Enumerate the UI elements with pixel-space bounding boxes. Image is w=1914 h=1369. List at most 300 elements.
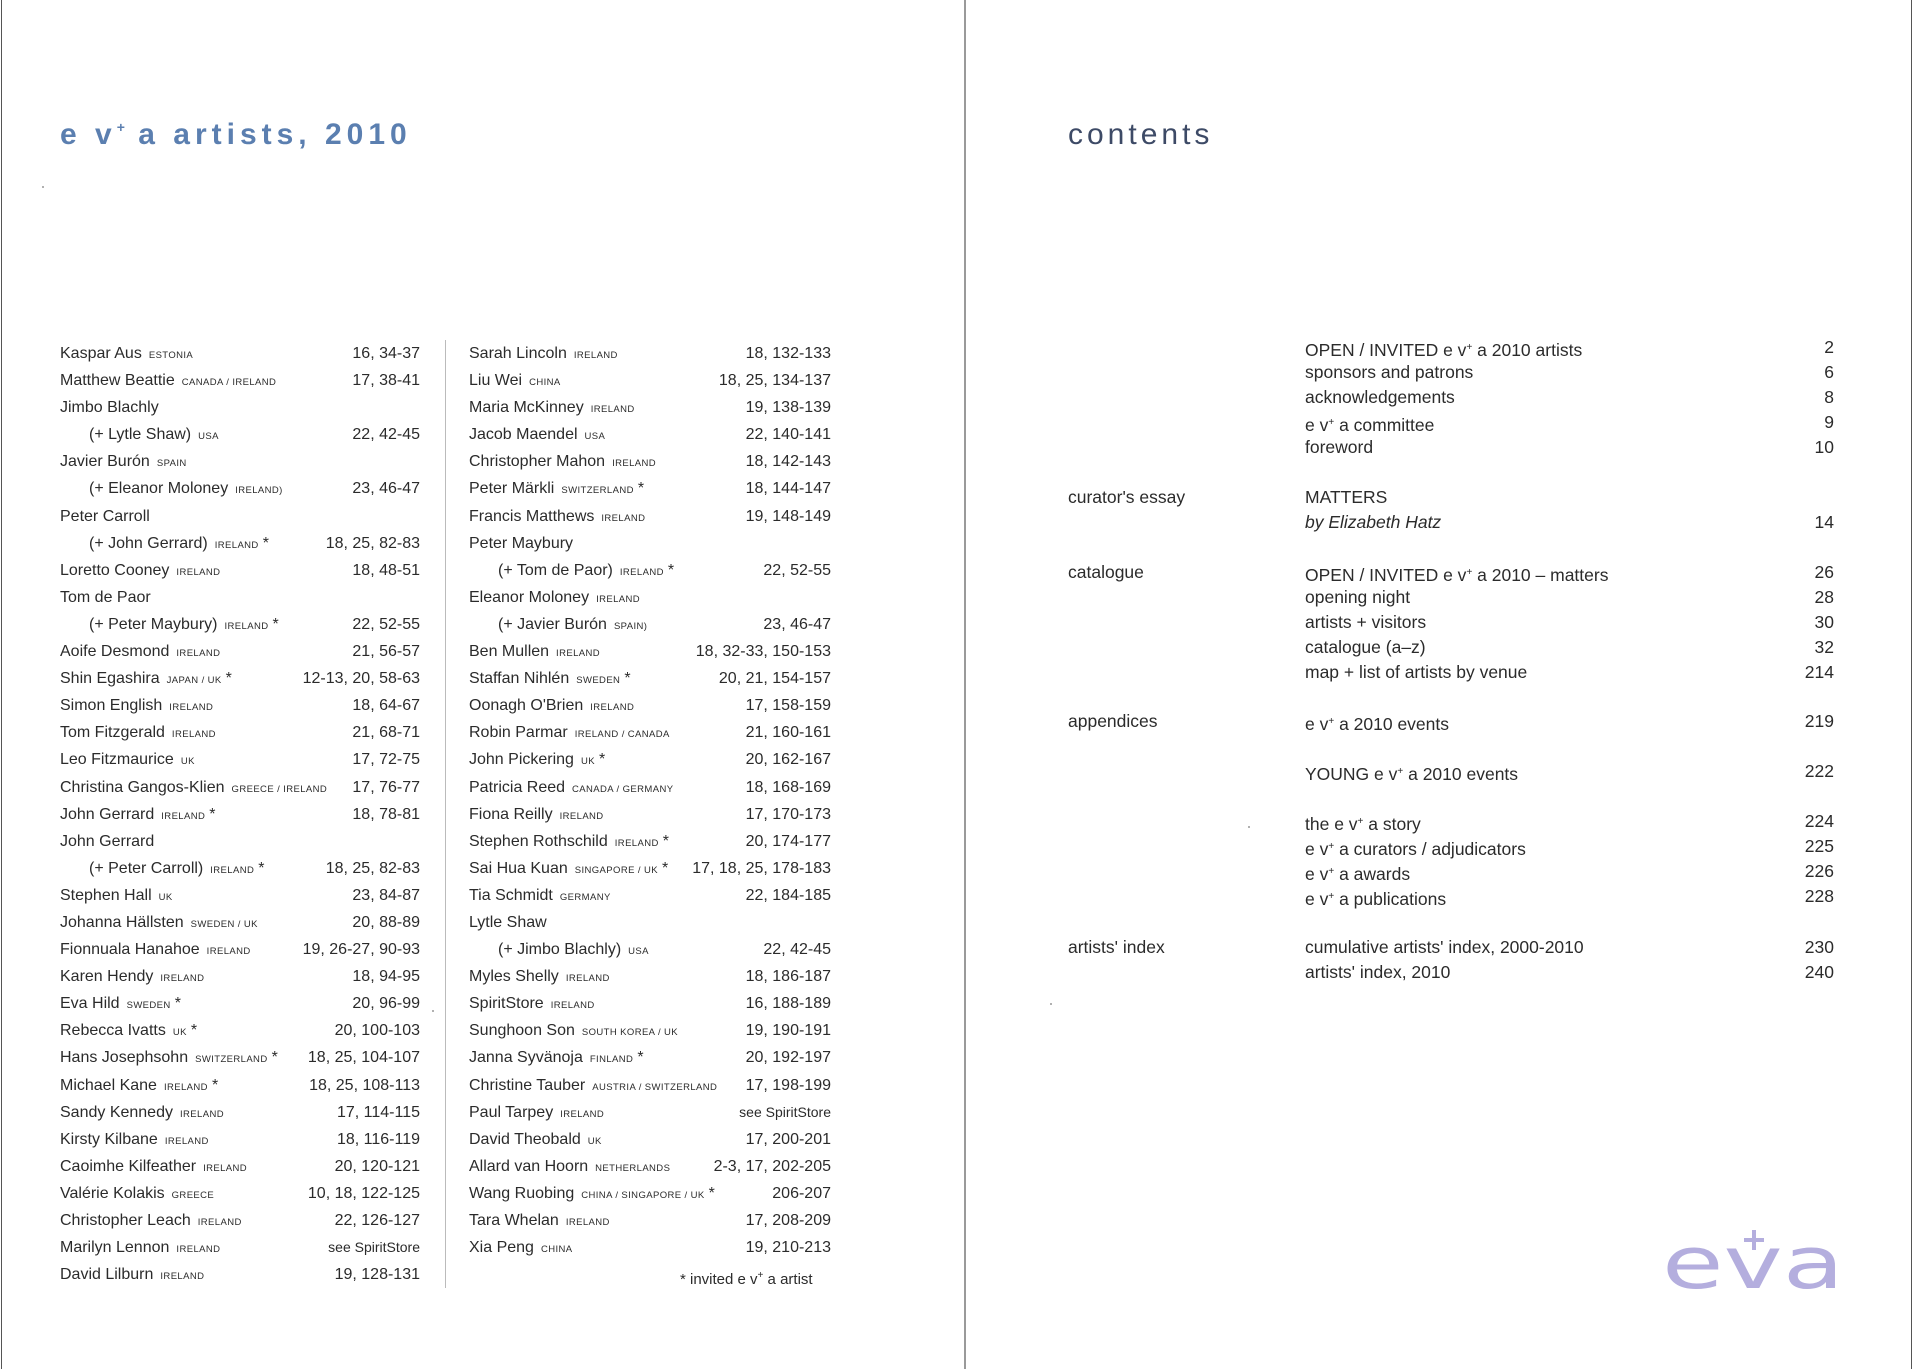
- artist-row: [469, 1072, 831, 1099]
- toc-title-text: catalogue (a–z): [1305, 637, 1426, 657]
- artist-country: AUSTRIA / SWITZERLAND: [592, 1081, 718, 1093]
- artist-row: [60, 801, 420, 828]
- artist-entry: [60, 638, 220, 667]
- toc-title-sup: +: [1466, 567, 1473, 578]
- artist-entry: [60, 1017, 197, 1046]
- toc-section-label: catalogue: [1068, 562, 1144, 582]
- toc-title-sup: +: [1328, 841, 1335, 852]
- artist-entry: [60, 1261, 204, 1290]
- artist-pages: 21, 68-71: [352, 724, 420, 742]
- artist-name: Ben Mullen: [469, 643, 550, 661]
- artist-row: [469, 963, 831, 990]
- artist-name: Marilyn Lennon: [60, 1239, 170, 1257]
- artist-pages: 22, 140-141: [745, 426, 831, 444]
- toc-title-text: e v: [1305, 839, 1329, 859]
- toc-title-text: OPEN / INVITED e v: [1305, 565, 1467, 585]
- artist-row: [469, 584, 831, 611]
- artist-entry: [469, 1180, 715, 1209]
- artist-country: IRELAND: [596, 593, 641, 605]
- artist-entry: [469, 367, 561, 396]
- artist-entry: [89, 530, 269, 559]
- artist-name: Javier Burón: [60, 453, 150, 471]
- toc-item-title: [1305, 485, 1387, 510]
- artist-pages: 22, 184-185: [745, 886, 831, 904]
- artist-entry: [469, 475, 644, 504]
- artist-name: Tara Whelan: [469, 1212, 559, 1229]
- artist-row: [60, 557, 420, 584]
- toc-title-sup: +: [1328, 417, 1335, 428]
- toc-item: [1305, 510, 1834, 535]
- artist-country: CANADA / GERMANY: [572, 783, 674, 795]
- artist-name: Tom de Paor: [60, 588, 151, 606]
- artist-pages: 22, 42-45: [763, 941, 831, 959]
- toc-title-text: e v: [1305, 714, 1329, 734]
- artist-pages: 19, 210-213: [745, 1239, 831, 1257]
- artist-name: Karen Hendy: [60, 968, 154, 986]
- artist-row: [469, 475, 831, 502]
- artist-row: [469, 855, 831, 882]
- artist-entry: [60, 448, 187, 477]
- artist-row: [469, 990, 831, 1017]
- artist-country: IRELAND: [565, 1217, 610, 1228]
- artist-name: Caoimhe Kilfeather: [60, 1157, 197, 1175]
- paper-speck: [42, 186, 44, 188]
- toc-item: [1305, 859, 1834, 884]
- toc-title-text: a publications: [1334, 889, 1447, 909]
- toc-item: [1305, 610, 1834, 635]
- invited-marker: *: [258, 859, 265, 877]
- toc-page-number: 14: [1814, 512, 1834, 532]
- artist-pages: 22, 126-127: [334, 1212, 420, 1229]
- invited-marker: *: [624, 670, 631, 688]
- toc-title-text: a curators / adjudicators: [1334, 839, 1526, 859]
- artist-entry: [469, 828, 669, 857]
- artist-name: Sai Hua Kuan: [469, 859, 568, 877]
- artist-entry: [469, 855, 668, 884]
- artist-country: CANADA / IRELAND: [181, 377, 277, 389]
- toc-item-title: [1305, 585, 1410, 610]
- artist-name: Christina Gangos-Klien: [60, 778, 225, 796]
- toc-item-title: [1305, 759, 1518, 787]
- artist-pages: 18, 32-33, 150-153: [695, 643, 831, 661]
- artist-entry: [60, 692, 213, 721]
- toc-title-text: by Elizabeth Hatz: [1305, 512, 1442, 532]
- toc-page-number: 10: [1814, 437, 1834, 457]
- artist-country: IRELAND: [197, 1217, 242, 1228]
- artist-entry: [89, 611, 279, 640]
- toc-title-sup: +: [1397, 766, 1404, 777]
- invited-marker: *: [262, 534, 269, 552]
- artist-row: [60, 530, 420, 557]
- toc-item: [1305, 709, 1834, 734]
- artist-entry: [469, 1072, 717, 1101]
- artist-entry: [89, 855, 264, 884]
- artist-country: IRELAND: [160, 973, 205, 985]
- toc-title-text: e v: [1305, 889, 1329, 909]
- artist-pages: 20, 174-177: [745, 832, 831, 850]
- artist-row: [469, 394, 831, 421]
- artist-entry: [498, 936, 649, 965]
- toc-item-title: [1305, 709, 1449, 737]
- artist-entry: [60, 774, 327, 803]
- artist-name: Janna Syvänoja: [469, 1049, 583, 1067]
- artist-pages: 17, 208-209: [745, 1212, 831, 1229]
- artist-pages: 18, 25, 82-83: [325, 859, 420, 877]
- artist-pages: 206-207: [772, 1184, 831, 1202]
- artist-row: [60, 448, 420, 475]
- artist-pages: 20, 21, 154-157: [718, 670, 831, 688]
- artist-row: [469, 1153, 831, 1180]
- artist-entry: [60, 1126, 209, 1155]
- artist-row: [60, 1207, 420, 1234]
- toc-title-sup: +: [1328, 716, 1335, 727]
- artist-name: Sunghoon Son: [469, 1022, 575, 1040]
- artist-name: Lytle Shaw: [469, 913, 547, 931]
- artist-entry: [469, 882, 611, 911]
- toc-title-text: e v: [1305, 415, 1329, 435]
- toc-item: [1305, 834, 1834, 859]
- artist-row: [469, 1207, 831, 1234]
- invited-marker: *: [637, 480, 645, 498]
- artist-row: [60, 503, 420, 530]
- invited-marker: *: [708, 1184, 715, 1202]
- artist-pages: 17, 76-77: [352, 778, 420, 796]
- artists-page-title: e v+ a artists, 2010: [60, 118, 412, 151]
- paper-speck: [1248, 826, 1250, 828]
- artist-row: [60, 1044, 420, 1071]
- invited-marker: *: [661, 859, 669, 877]
- artist-entry: [60, 963, 204, 992]
- artist-name: Myles Shelly: [469, 968, 559, 986]
- artist-row: [469, 557, 831, 584]
- artist-name: Francis Matthews: [469, 507, 595, 525]
- artist-country: IRELAND: [179, 1108, 224, 1120]
- artist-entry: [60, 882, 173, 911]
- artist-pages: 17, 158-159: [745, 697, 831, 715]
- toc-title-text: a story: [1363, 814, 1421, 834]
- artist-country: SOUTH KOREA / UK: [581, 1027, 679, 1039]
- toc-title-text: acknowledgements: [1305, 387, 1455, 407]
- artist-row: [60, 394, 420, 421]
- toc-item: [1305, 960, 1834, 985]
- toc-item-title: [1305, 809, 1421, 837]
- invited-marker: *: [662, 832, 669, 850]
- artist-name: David Lilburn: [60, 1266, 154, 1284]
- artist-row: [469, 1180, 831, 1207]
- artist-name: Liu Wei: [469, 372, 523, 390]
- artist-entry: [89, 421, 219, 450]
- artist-entry: [60, 1234, 220, 1263]
- artist-name: Kaspar Aus: [60, 345, 142, 362]
- artist-entry: [469, 1099, 604, 1128]
- artist-country: IRELAND: [214, 539, 259, 551]
- artist-name: Jacob Maendel: [469, 426, 578, 444]
- artist-pages: 17, 114-115: [336, 1103, 420, 1121]
- toc-item-title: [1305, 435, 1373, 460]
- toc-item-title: [1305, 410, 1434, 438]
- toc-page-number: 30: [1814, 612, 1834, 632]
- artist-name: Paul Tarpey: [469, 1103, 554, 1121]
- artist-pages: 18, 142-143: [745, 453, 831, 471]
- artist-name: John Pickering: [469, 751, 574, 769]
- toc-item: [1305, 335, 1834, 360]
- artist-pages: 23, 84-87: [352, 886, 420, 904]
- artist-entry: [469, 530, 573, 557]
- toc-item: [1305, 410, 1834, 435]
- toc-page-number: 214: [1804, 662, 1834, 682]
- toc-page-number: 230: [1804, 937, 1834, 957]
- artist-entry: [60, 1207, 242, 1236]
- artist-entry: [469, 1153, 670, 1182]
- invited-marker: *: [272, 615, 279, 633]
- artist-entry: [60, 394, 159, 421]
- artist-country: IRELAND: [176, 566, 221, 578]
- artist-country: UK: [580, 756, 595, 768]
- artist-country: CHINA: [540, 1244, 573, 1256]
- artist-pages: 19, 138-139: [745, 399, 831, 417]
- artist-entry: [60, 936, 251, 965]
- toc-item-title: [1305, 610, 1426, 635]
- artist-row: [469, 801, 831, 828]
- artist-row: [469, 448, 831, 475]
- artist-name: Stephen Rothschild: [469, 832, 608, 850]
- toc-item: [1305, 360, 1834, 385]
- artist-country: IRELAND: [164, 1135, 209, 1147]
- toc-title-sup: +: [1328, 866, 1335, 877]
- artist-pages: 19, 190-191: [745, 1022, 831, 1040]
- toc-page-number: 240: [1804, 962, 1834, 982]
- artist-name: Stephen Hall: [60, 886, 152, 904]
- artist-country: SWITZERLAND: [195, 1054, 268, 1066]
- artist-pages: 17, 18, 25, 178-183: [692, 859, 831, 877]
- toc-title-text: sponsors and patrons: [1305, 362, 1474, 382]
- toc-item-title: [1305, 859, 1410, 887]
- artist-entry: [469, 665, 631, 694]
- artist-name: Tia Schmidt: [469, 886, 553, 904]
- toc-item: [1305, 435, 1834, 460]
- toc-section-label: curator's essay: [1068, 487, 1186, 507]
- invited-marker: *: [637, 1049, 644, 1067]
- artist-name: Xia Peng: [469, 1239, 534, 1257]
- artist-entry: [60, 503, 150, 530]
- artist-entry: [60, 340, 193, 369]
- artist-row: [60, 1180, 420, 1207]
- artist-country: IRELAND: [224, 620, 269, 632]
- artist-name: Loretto Cooney: [60, 561, 170, 579]
- artist-row: [60, 828, 420, 855]
- page-gutter: [964, 0, 966, 1369]
- toc-title-text: a 2010 events: [1403, 764, 1519, 784]
- artist-name: SpiritStore: [469, 995, 544, 1013]
- artist-entry: [469, 1044, 644, 1073]
- artist-country: USA: [628, 946, 649, 958]
- artist-row: [60, 1072, 420, 1099]
- artist-country: IRELAND: [160, 1271, 205, 1283]
- artist-row: [469, 367, 831, 394]
- artist-country: IRELAND: [556, 648, 601, 660]
- artist-entry: [60, 990, 181, 1019]
- artist-country: IRELAND: [176, 1244, 221, 1256]
- artist-country: GERMANY: [559, 891, 611, 903]
- artist-pages: 18, 168-169: [745, 778, 831, 796]
- artist-row: [469, 746, 831, 773]
- artist-entry: [469, 1234, 573, 1263]
- artist-name: Kirsty Kilbane: [60, 1130, 158, 1148]
- toc-title-sup: +: [1357, 816, 1364, 827]
- toc-item-title: [1305, 635, 1426, 660]
- artist-country: IRELAND: [203, 1162, 248, 1174]
- artist-entry: [469, 421, 605, 450]
- artist-country: IRELAND: [573, 350, 618, 361]
- artist-country: IRELAND: [169, 702, 214, 714]
- toc-section-label: artists' index: [1068, 937, 1165, 957]
- paper-speck: [1050, 1003, 1052, 1005]
- artist-name: (+ Javier Burón: [498, 615, 607, 633]
- toc-page-number: 228: [1804, 886, 1834, 906]
- toc-title-text: a committee: [1334, 415, 1435, 435]
- artist-row: [60, 909, 420, 936]
- artist-pages: 18, 48-51: [352, 561, 420, 579]
- toc-item-title: [1305, 560, 1608, 588]
- artist-pages: 17, 200-201: [745, 1130, 831, 1148]
- artist-row: [60, 1126, 420, 1153]
- artist-name: Hans Josephsohn: [60, 1049, 189, 1067]
- artist-country: SWEDEN: [126, 1000, 171, 1012]
- toc-page-number: 9: [1824, 412, 1834, 432]
- toc-item: [1305, 385, 1834, 410]
- artist-row: [469, 1234, 831, 1261]
- artist-row: [60, 1017, 420, 1044]
- artist-entry: [469, 990, 595, 1019]
- artists-column-1: [60, 340, 420, 1288]
- artist-country: IRELAND: [176, 648, 221, 660]
- artist-name: Rebecca Ivatts: [60, 1022, 166, 1040]
- artist-entry: [60, 746, 195, 775]
- eva-logo-icon: [1662, 1226, 1844, 1294]
- artist-name: Aoife Desmond: [60, 643, 170, 661]
- artist-row: [60, 1153, 420, 1180]
- artist-entry: [60, 801, 215, 830]
- artist-pages: 17, 72-75: [352, 751, 420, 769]
- artist-row: [469, 611, 831, 638]
- artist-pages: 18, 78-81: [352, 805, 420, 823]
- artist-name: (+ Eleanor Moloney: [89, 480, 229, 498]
- artist-country: UK: [172, 1027, 187, 1039]
- artist-name: Eleanor Moloney: [469, 588, 590, 606]
- artist-name: (+ Jimbo Blachly): [498, 941, 622, 959]
- artist-row: [469, 530, 831, 557]
- artist-country: SWEDEN / UK: [190, 918, 258, 930]
- toc-title-text: a 2010 artists: [1472, 340, 1583, 360]
- artist-name: Robin Parmar: [469, 724, 568, 742]
- artist-name: (+ John Gerrard): [89, 534, 208, 552]
- artist-name: Sarah Lincoln: [469, 345, 567, 362]
- artist-name: Shin Egashira: [60, 670, 160, 688]
- artist-country: UK: [180, 756, 195, 768]
- artist-country: IRELAND: [161, 810, 206, 822]
- toc-item: [1305, 759, 1834, 784]
- artist-name: Oonagh O'Brien: [469, 697, 584, 715]
- artist-country: UK: [587, 1135, 602, 1147]
- artist-name: (+ Peter Maybury): [89, 615, 218, 633]
- artist-row: [60, 855, 420, 882]
- artist-name: (+ Peter Carroll): [89, 859, 204, 877]
- artist-entry: [60, 1099, 224, 1128]
- artist-entry: [60, 828, 154, 855]
- artist-country: IRELAND: [560, 1108, 605, 1120]
- toc-item-title: [1305, 834, 1526, 862]
- artist-pages: 18, 25, 108-113: [309, 1076, 420, 1094]
- artist-pages: 18, 94-95: [352, 968, 420, 986]
- artist-pages: 17, 170-173: [745, 805, 831, 823]
- artist-country: CHINA / SINGAPORE / UK: [581, 1189, 705, 1201]
- invited-marker: *: [225, 670, 232, 688]
- artist-entry: [60, 1072, 218, 1101]
- toc-title-text: the e v: [1305, 814, 1358, 834]
- artist-row: [469, 828, 831, 855]
- artist-name: Michael Kane: [60, 1076, 157, 1094]
- toc-title-text: artists + visitors: [1305, 612, 1427, 632]
- artist-row: [469, 503, 831, 530]
- toc-item: [1305, 560, 1834, 585]
- artist-entry: [469, 1207, 610, 1236]
- toc-page-number: 225: [1804, 836, 1834, 856]
- artist-row: [60, 746, 420, 773]
- artist-name: Simon English: [60, 697, 163, 715]
- artist-entry: [498, 557, 674, 586]
- artist-country: JAPAN / UK: [166, 675, 222, 687]
- artist-country: IRELAND: [619, 566, 664, 578]
- artist-row: [469, 909, 831, 936]
- artist-pages: 22, 52-55: [352, 615, 420, 633]
- toc-item-title: [1305, 935, 1584, 960]
- artist-entry: [469, 909, 547, 936]
- left-page-edge: [1, 0, 2, 1369]
- toc-item: [1305, 485, 1834, 510]
- artist-row: [60, 611, 420, 638]
- artist-name: Peter Carroll: [60, 507, 150, 525]
- artist-name: Patricia Reed: [469, 778, 566, 796]
- invited-footnote: * invited e v+ a artist: [680, 1270, 813, 1288]
- artists-column-2: [469, 340, 831, 1261]
- artist-country: USA: [198, 431, 219, 443]
- toc-item: [1305, 935, 1834, 960]
- artist-entry: [60, 1044, 278, 1073]
- artist-entry: [469, 448, 656, 477]
- artist-row: [60, 990, 420, 1017]
- toc-page-number: 6: [1824, 362, 1834, 382]
- invited-marker: *: [667, 561, 675, 579]
- artist-pages: 12-13, 20, 58-63: [302, 670, 420, 688]
- artist-country: ESTONIA: [148, 350, 194, 361]
- toc-page-number: 28: [1814, 587, 1834, 607]
- toc-title-text: OPEN / INVITED e v: [1305, 340, 1467, 360]
- artist-row: [469, 882, 831, 909]
- artist-pages: 18, 144-147: [745, 480, 831, 498]
- artist-name: Christopher Leach: [60, 1212, 191, 1229]
- artist-row: [60, 1099, 420, 1126]
- toc-page-number: 2: [1824, 337, 1834, 357]
- artist-row: [60, 340, 420, 367]
- artist-pages: 21, 160-161: [745, 724, 831, 742]
- artist-name: Peter Maybury: [469, 534, 574, 552]
- artist-country: SPAIN: [156, 458, 187, 470]
- artist-row: [469, 774, 831, 801]
- artist-name: Sandy Kennedy: [60, 1103, 173, 1121]
- toc-title-text: opening night: [1305, 587, 1411, 607]
- artist-name: John Gerrard: [60, 832, 155, 850]
- artist-row: [60, 963, 420, 990]
